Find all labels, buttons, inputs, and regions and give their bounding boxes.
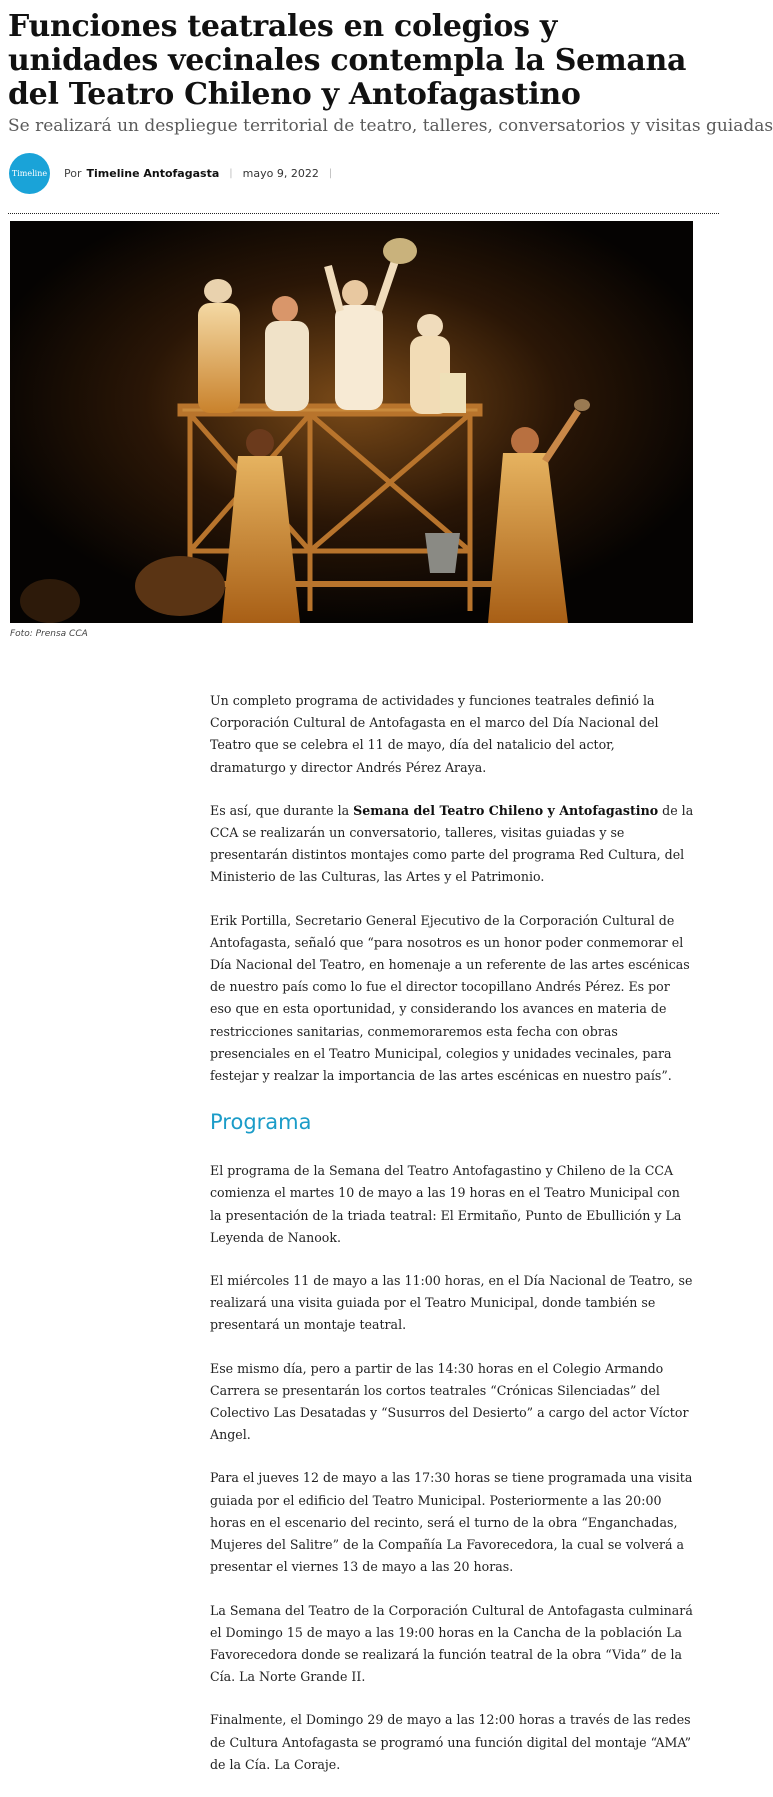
program-paragraph: Para el jueves 12 de mayo a las 17:30 horas se tiene programada una visita guiada por el edificio del Teatro Municipal. Posteriormente a las 20:00 horas en el escenario del recinto, será el turno de la obra “Enganchadas, Mujeres del Salitre” de la Compañía La Favorecedora, la cual se volverá a presentar el viernes 13 de mayo a las 20 horas. bbox=[210, 1470, 693, 1575]
theater-photo bbox=[10, 221, 693, 623]
theater-photo-icon bbox=[10, 221, 693, 623]
program-paragraph: Ese mismo día, pero a partir de las 14:30 horas en el Colegio Armando Carrera se presentarán los cortos teatrales “Crónicas Silenciadas” del Colectivo Las Desatadas y “Susurros del Desierto” a cargo del actor Víctor Angel. bbox=[210, 1360, 689, 1443]
photo-caption: Foto: Prensa CCA bbox=[10, 629, 88, 639]
program-paragraph: El programa de la Semana del Teatro Antofagastino y Chileno de la CCA comienza el martes 10 de mayo a las 19 horas en el Teatro Municipal con la presentación de la triada teatral: El Ermitaño, Punto de Ebullición y La Leyenda de Nanook. bbox=[210, 1163, 682, 1245]
program-paragraph: La Semana del Teatro de la Corporación Cultural de Antofagasta culminará el Domingo 15 de mayo a las 19:00 horas en la Cancha de la población La Favorecedora donde se realizará la función teatral de la obra “Vida” de la Cía. La Norte Grande II. bbox=[210, 1602, 693, 1685]
article-body bbox=[210, 690, 694, 1797]
by-prefix: Por bbox=[64, 166, 82, 180]
article-meta bbox=[9, 153, 709, 193]
p2-after: de la CCA se realizarán un conversatorio, talleres, visitas guiadas y se presentarán distintos montajes como parte del programa Red Cultura, del Ministerio de las Culturas, las Artes y el Patrimonio. bbox=[210, 802, 694, 885]
program-paragraph: Finalmente, el Domingo 29 de mayo a las 12:00 horas a través de las redes de Cultura Antofagasta se programó una función digital del montaje “AMA” de la Cía. La Coraje. bbox=[210, 1712, 692, 1772]
article-subtitle: Se realizará un despliegue territorial de teatro, talleres, conversatorios y visitas guiadas bbox=[8, 116, 773, 136]
article-headline: Funciones teatrales en colegios y unidades vecinales contempla la Semana del Teatro Chileno y Antofagastino bbox=[8, 9, 687, 112]
avatar-label: Timeline bbox=[11, 168, 48, 178]
p2-before: Es así, que durante la bbox=[210, 802, 354, 818]
paragraph-semana bbox=[210, 800, 694, 889]
author-link[interactable]: Timeline Antofagasta bbox=[86, 166, 220, 180]
meta-separator: | bbox=[229, 167, 233, 179]
paragraph-intro: Un completo programa de actividades y funciones teatrales definió la Corporación Cultural de Antofagasta en el marco del Día Nacional del Teatro que se celebra el 11 de mayo, día del natalicio del actor, dramaturgo y director Andrés Pérez Araya. bbox=[210, 693, 659, 775]
p2-bold: Semana del Teatro Chileno y Antofagastino bbox=[353, 802, 659, 818]
header-divider bbox=[8, 213, 719, 214]
publish-date: mayo 9, 2022 bbox=[242, 166, 319, 180]
author-avatar[interactable] bbox=[9, 153, 50, 194]
program-paragraph: El miércoles 11 de mayo a las 11:00 horas, en el Día Nacional de Teatro, se realizará una visita guiada por el Teatro Municipal, donde también se presentará un montaje teatral. bbox=[210, 1273, 693, 1333]
meta-separator-2: | bbox=[328, 167, 333, 179]
paragraph-quote: Erik Portilla, Secretario General Ejecutivo de la Corporación Cultural de Antofagasta, señaló que “para nosotros es un honor poder conmemorar el Día Nacional del Teatro, en homenaje a un referente de las artes escénicas de nuestro país como lo fue el director tocopillano Andrés Pérez. Es por eso que en esta oportunidad, y considerando los avances en materia de restricciones sanitarias, conmemoraremos esta fecha con obras presenciales en el Teatro Municipal, colegios y unidades vecinales, para festejar y realzar la importancia de las artes escénicas en nuestro país”. bbox=[210, 912, 690, 1084]
section-heading-programa: Programa bbox=[210, 1110, 312, 1135]
